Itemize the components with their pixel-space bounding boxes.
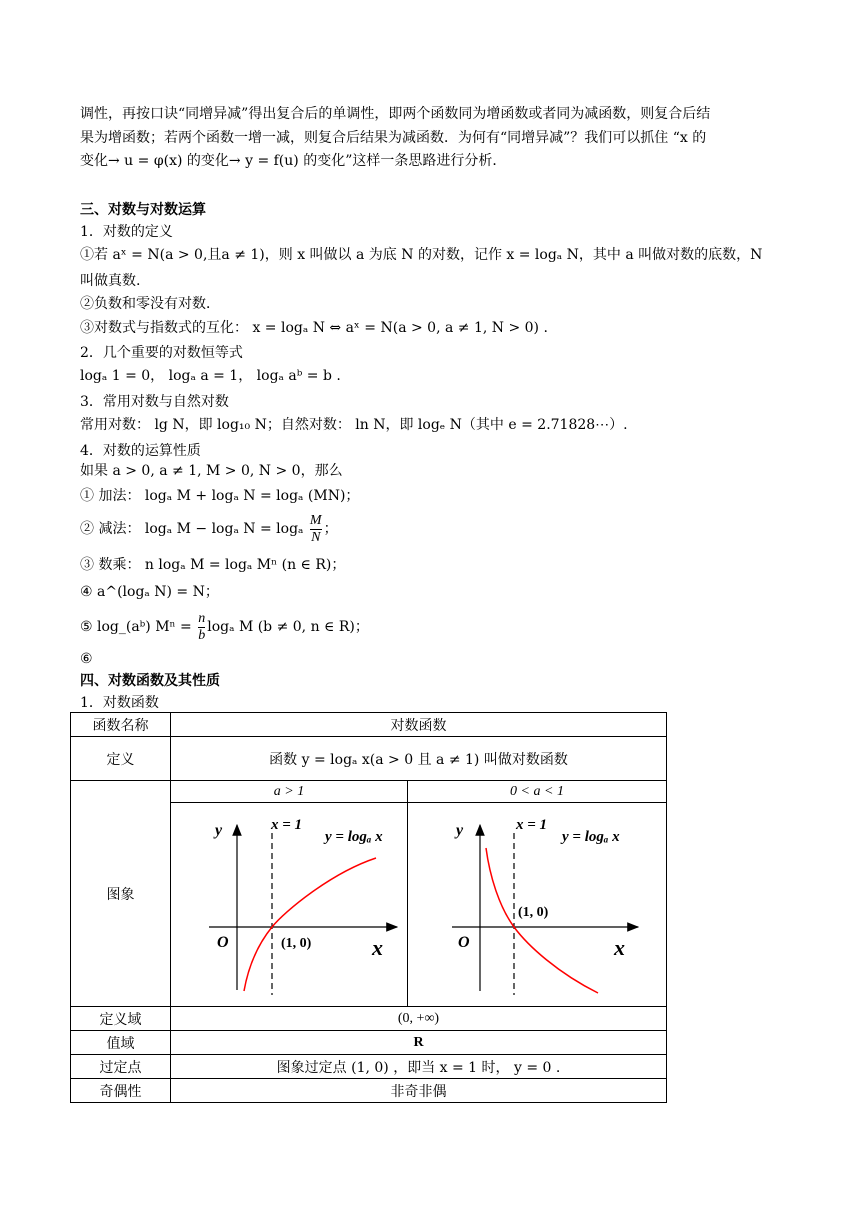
func-label: y = logₐ x bbox=[325, 829, 383, 845]
range-cell: R bbox=[171, 1031, 667, 1055]
definition-cell: 函数 y = logₐ x(a > 0 且 a ≠ 1) 叫做对数函数 bbox=[171, 737, 667, 781]
fraction-n-over-b: $\frac{n}{b}$ bbox=[198, 610, 206, 643]
common-natural-log: 常用对数： lg N，即 log₁₀ N；自然对数： ln N，即 logₑ N（其中 e = 2.71828⋯）. bbox=[80, 417, 628, 433]
point-label: (1, 0) bbox=[518, 905, 549, 920]
point-label: (1, 0) bbox=[281, 936, 312, 951]
log-def-1: ①若 aˣ = N(a > 0,且a ≠ 1)，则 x 叫做以 a 为底 N 的对数，记作 x = logₐ N，其中 a 叫做对数的底数，N bbox=[80, 247, 763, 263]
row-label-graph: 图象 bbox=[71, 781, 171, 1007]
log-def-3: ③对数式与指数式的互化： x = logₐ N ⇔ aˣ = N(a > 0, a ≠ 1, N > 0) . bbox=[80, 320, 548, 336]
log-property-3: ③ 数乘： n logₐ M = logₐ Mⁿ (n ∈ R)； bbox=[80, 557, 346, 573]
origin-label: O bbox=[458, 934, 470, 951]
case-a-gt-1: a > 1 bbox=[171, 781, 408, 803]
sec4-sub-1: 1．对数函数 bbox=[80, 695, 159, 711]
graph-decreasing bbox=[408, 803, 666, 1006]
graph-increasing bbox=[171, 803, 407, 1006]
case-a-lt-1: 0 < a < 1 bbox=[408, 781, 667, 803]
func-label: y = logₐ x bbox=[562, 829, 620, 845]
parity-cell: 非奇非偶 bbox=[171, 1079, 667, 1103]
y-label: y bbox=[456, 822, 464, 839]
row-label-fixed-point: 过定点 bbox=[71, 1055, 171, 1079]
fixed-point-cell: 图象过定点 (1, 0) ，即当 x = 1 时， y = 0 . bbox=[171, 1055, 667, 1079]
log-property-5: ⑤ log_(aᵇ) Mⁿ = $\frac{n}{b}$ logₐ M (b ≠ 0, n ∈ R)； bbox=[80, 610, 369, 643]
row-label-parity: 奇偶性 bbox=[71, 1079, 171, 1103]
intro-line-3: 变化→ u = φ(x) 的变化→ y = f(u) 的变化”这样一条思路进行分析． bbox=[80, 153, 507, 169]
graph-cell-increasing bbox=[171, 803, 408, 1007]
sec3-sub-2: 2．几个重要的对数恒等式 bbox=[80, 345, 243, 361]
intro-line-1: 调性，再按口诀“同增异减”得出复合后的单调性，即两个函数同为增函数或者同为减函数，则复合后结 bbox=[80, 106, 711, 122]
intro-line-2: 果为增函数；若两个函数一增一减，则复合后结果为减函数．为何有“同增异减”？我们可以抓住 “x 的 bbox=[80, 130, 707, 146]
sec3-sub-3: 3．常用对数与自然对数 bbox=[80, 394, 229, 410]
log-def-1b: 叫做真数. bbox=[80, 273, 141, 289]
x-label: x bbox=[372, 935, 383, 960]
log-curve-increasing bbox=[244, 858, 376, 991]
sec3-sub-1: 1．对数的定义 bbox=[80, 224, 173, 240]
graph-cell-decreasing bbox=[408, 803, 667, 1007]
log-def-2: ②负数和零没有对数． bbox=[80, 296, 220, 312]
y-label: y bbox=[215, 822, 223, 839]
origin-label: O bbox=[217, 934, 229, 951]
log-function-table bbox=[70, 712, 667, 1103]
x1-label: x = 1 bbox=[516, 817, 548, 833]
sec3-sub-4: 4．对数的运算性质 bbox=[80, 443, 201, 459]
log-identities: logₐ 1 = 0， logₐ a = 1， logₐ aᵇ = b . bbox=[80, 368, 341, 384]
log-property-6: ⑥ bbox=[80, 651, 93, 667]
section-3-title: 三、对数与对数运算 bbox=[80, 202, 206, 218]
header-value-cell: 对数函数 bbox=[171, 713, 667, 737]
row-label-definition: 定义 bbox=[71, 737, 171, 781]
log-property-1: ① 加法： logₐ M + logₐ N = logₐ (MN)； bbox=[80, 488, 360, 504]
domain-cell: (0, +∞) bbox=[171, 1007, 667, 1031]
log-curve-decreasing bbox=[486, 848, 598, 993]
x1-label: x = 1 bbox=[271, 817, 303, 833]
log-property-4: ④ a^(logₐ N) = N； bbox=[80, 584, 219, 600]
x-label: x bbox=[614, 935, 625, 960]
fraction-m-over-n: $\frac{M}{N}$ bbox=[309, 512, 322, 545]
row-label-range: 值域 bbox=[71, 1031, 171, 1055]
log-property-2: ② 减法： logₐ M − logₐ N = logₐ $\frac{M}{N}$ ； bbox=[80, 512, 338, 545]
row-label-domain: 定义域 bbox=[71, 1007, 171, 1031]
section-4-title: 四、对数函数及其性质 bbox=[80, 673, 220, 689]
header-name-cell: 函数名称 bbox=[71, 713, 171, 737]
log-conditions: 如果 a > 0, a ≠ 1, M > 0, N > 0，那么 bbox=[80, 463, 343, 479]
